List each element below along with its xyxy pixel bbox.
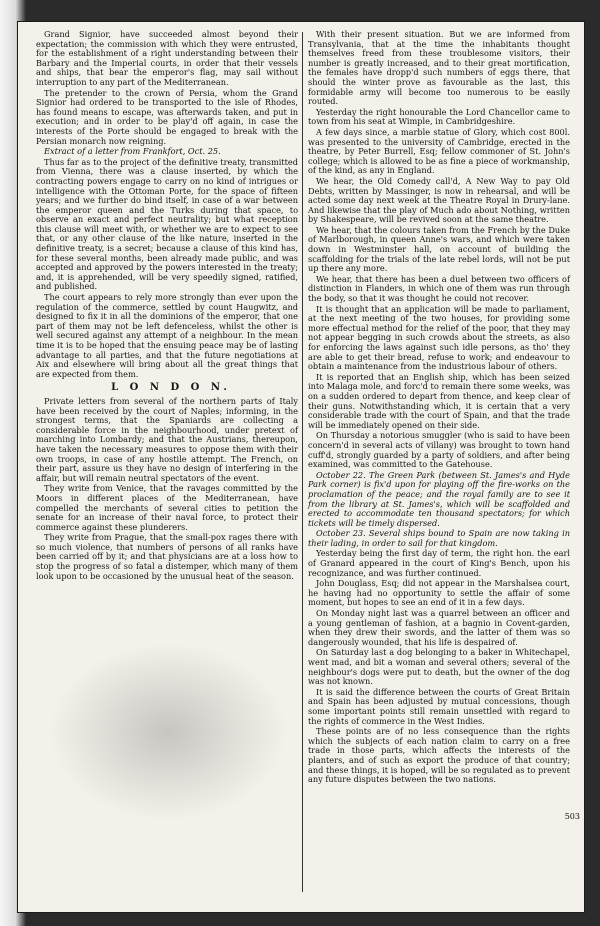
article-paragraph: It is said the difference between the courts of Great Britain and Spain has been adjusted by mutual concessions, though some important points still remain unsettled with regard to the rights of commerce in the West Indies.	[308, 686, 570, 726]
article-paragraph: They write from Venice, that the ravages committed by the Moors in different places of the Mediterranean, have compelled the merchants of several cities to petition the senate for an increase of their naval force, to protect their commerce against these plunderers.	[36, 483, 298, 532]
article-paragraph: John Douglass, Esq; did not appear in the Marshalsea court, he having had no opportunity to settle the affair of some moment, but hopes to see an end of it in a few days.	[308, 578, 570, 608]
article-paragraph: A few days since, a marble statue of Glory, which cost 800l. was presented to the university of Cambridge, erected in the theatre, by Peter Burrell, Esq; fellow commoner of St. John's college; which is allowed to be as fine a piece of workmanship, of the kind, as any in England.	[308, 126, 570, 176]
article-paragraph: We hear, that the colours taken from the French by the Duke of Marlborough, in queen Anne's wars, and which were taken down in Westminster hall, on account of building the scaffolding for the trials of the late rebel lords, will not be put up there any more.	[308, 224, 570, 274]
article-paragraph: On Monday night last was a quarrel between an officer and a young gentleman of fashion, at a bagnio in Covent-garden, when they drew their swords, and the latter of them was so dangerously wounded, that his life is despaired of.	[308, 608, 570, 647]
section-heading: L O N D O N.	[111, 382, 231, 394]
article-paragraph: We hear, that there has been a duel between two officers of distinction in Flanders, in which one of them was run through the body, so that it was thought he could not recover.	[308, 273, 570, 304]
ink-smudge	[48, 642, 288, 822]
column-rule	[302, 32, 303, 892]
article-paragraph: On Saturday last a dog belonging to a baker in Whitechapel, went mad, and bit a woman and several others; several of the neighbour's dogs were put to death, but the owner of the dog was not known.	[308, 647, 570, 687]
dateline-paragraph: October 22. The Green Park (between St. James's and Hyde Park corner) is fix'd upon for playing off the fire-works on the proclamation of the peace; and the royal family are to see it from the library at St. James's, which will be scaffolded and erected to accommodate ten thousand spectators; for which tickets will be timely dispersed.	[308, 469, 570, 528]
newspaper-page	[18, 22, 584, 912]
article-paragraph: Yesterday being the first day of term, the right hon. the earl of Granard appeared in the court of King's Bench, upon his recognizance, and was further continued.	[308, 548, 570, 578]
right-column	[308, 30, 570, 786]
article-paragraph: It is reported that an English ship, which has been seized into Malaga mole, and forc'd to remain there some weeks, was on a sudden ordered to depart from thence, and keep clear of their guns. Notwithstanding which, it is certain that a very considerable trade with the court of Spain, and that the trade will be immediately opened on their side.	[308, 371, 570, 430]
article-paragraph: The pretender to the crown of Persia, whom the Grand Signior had ordered to be transported to the isle of Rhodes, has found means to escape, was afterwards taken, and put in execution; and in order to be play'd off again, in case the interests of the Porte should be engaged to break with the Persian monarch now reigning.	[36, 87, 298, 146]
article-paragraph: Thus far as to the project of the definitive treaty, transmitted from Vienna, there was a clause inserted, by which the contracting powers engage to carry on no kind of intrigues or intelligence with the Ottoman Porte, for the space of fifteen years; and we further do bind itself, in case of a war between the emperor queen and the Turks during that space, to observe an exact and perfect neutrality; but what reception this clause will meet with, or whether we are to expect to see that, or any other clause of the like nature, inserted in the definitive treaty, is a secret; because a clause of this kind has, for these several months, been already made public, and was accepted and approved by the powers interested in the treaty; and, it is apprehended, will be very speedily signed, ratified, and published.	[36, 156, 298, 292]
article-paragraph: With their present situation. But we are informed from Transylvania, that at the time the inhabitants thought themselves freed from these troublesome visitors, their number is greatly increased, and to their great mortification, the females have dropp'd such numbers of eggs there, that should the winter prove as favourable as the last, this formidable army will become too numerous to be easily routed.	[308, 29, 570, 107]
dateline-paragraph: October 23. Several ships bound to Spain are now taking in their lading, in order to sail for that kingdom.	[308, 528, 570, 548]
article-paragraph: Grand Signior, have succeeded almost beyond their expectation; the commission with which they were entrusted, for the establishment of a right understanding between their Barbary and the Imperial courts, in order that their vessels and ships, that bear the emperor's flag, may sail without interruption to any part of the Mediterranean.	[36, 29, 298, 87]
dateline-paragraph: Extract of a letter from Frankfort, Oct. 25.	[44, 146, 221, 157]
article-paragraph: The court appears to rely more strongly than ever upon the regulation of the commerce, settled by count Haugwitz, and designed to fix it in all the dominions of the emperor, that one part of them may not be left defenceless, whilst the other is well secured against any attempt of a neighbour. In the mean time it is to be hoped that the ensuing peace may be of lasting advantage to all parties, and that the future negotiations at Aix and elsewhere will bring about all the great things that are expected from them.	[36, 292, 298, 379]
article-paragraph: It is thought that an application will be made to parliament, at the next meeting of the two houses, for providing some more effectual method for the relief of the poor, that they may not appear begging in such crowds about the streets, as also for enforcing the laws against such idle persons, as tho' they are able to get their bread, refuse to work; and endeavour to obtain a maintenance from the industrious labour of others.	[308, 303, 570, 372]
article-paragraph: These points are of no less consequence than the rights which the subjects of each nation claim to carry on a free trade in those parts, which affects the interests of the planters, and of such as export the produce of that country; and these things, it is hoped, will be so regulated as to prevent any future disputes between the two nations.	[308, 726, 571, 785]
left-column	[36, 30, 298, 582]
article-paragraph: Private letters from several of the northern parts of Italy have been received by the court of Naples; informing, in the strongest terms, that the Spaniards are collecting a considerable force in the neighbourhood, under pretext of marching into Lombardy; and that the Austrians, thereupon, have taken the necessary measures to oppose them with their own troops, in case of any hostile attempt. The French, on their part, assure us they have no design of interfering in the affair, but will remain neutral spectators of the event.	[36, 395, 298, 483]
article-paragraph: We hear, the Old Comedy call'd, A New Way to pay Old Debts, written by Massinger, is now in rehearsal, and will be acted some day next week at the Theatre Royal in Drury-lane. And likewise that the play of Much ado about Nothing, written by Shakespeare, will be revived soon at the same theatre.	[308, 175, 570, 225]
article-paragraph: They write from Prague, that the small-pox rages there with so much violence, that numbers of persons of all ranks have been carried off by it; and that physicians are at a loss how to stop the progress of so fatal a distemper, which many of them look upon to be occasioned by the unusual heat of the season.	[36, 532, 298, 581]
article-paragraph: Yesterday the right honourable the Lord Chancellor came to town from his seat at Wimple, in Cambridgeshire.	[308, 106, 570, 127]
article-paragraph: On Thursday a notorious smuggler (who is said to have been concern'd in several acts of villany) was brought to town hand cuff'd, strongly guarded by a party of soldiers, and after being examined, was committed to the Gatehouse.	[308, 430, 570, 470]
page-number: 503	[564, 812, 580, 821]
